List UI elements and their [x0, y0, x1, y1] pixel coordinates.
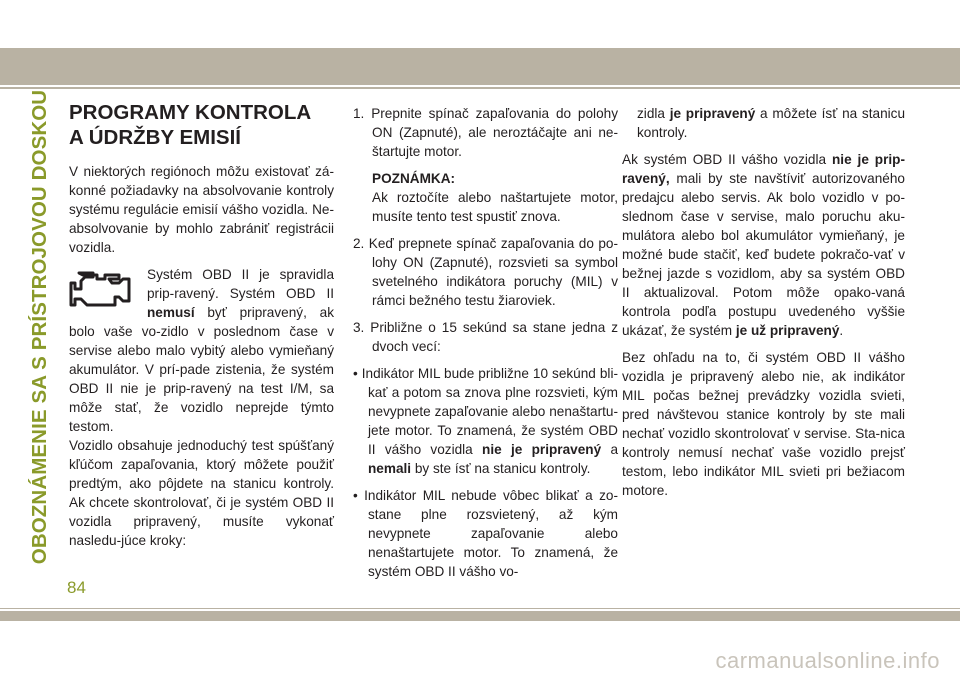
column-right: [622, 104, 905, 508]
bullet-1-text-c: a: [601, 442, 618, 457]
bullet-1-emphasis-2: nemali: [368, 461, 412, 476]
column-middle: [353, 104, 618, 589]
footer-rule: [0, 608, 960, 609]
intro-paragraph: V niektorých regiónoch môžu existovať zá-konné požiadavky na absolvovanie kontroly systému regulácie emisií vášho vozidla. Ne-absolvovanie by mohlo zabrániť registrácii vozidla.: [69, 164, 334, 255]
not-ready-text-a: Ak systém OBD II vášho vozidla: [622, 152, 832, 167]
bullet-1-emphasis-1: nie je pripravený: [482, 442, 602, 457]
not-ready-paragraph: [622, 150, 905, 340]
bullet-1: [353, 364, 618, 478]
not-ready-text-e: .: [839, 323, 844, 338]
cont-text-a: zidla: [637, 106, 670, 121]
title-line-1: PROGRAMY KONTROLA: [69, 101, 312, 124]
step-1: 1. Prepnite spínač zapaľovania do polohy ON (Zapnuté), ale neroztáčajte ani ne-štartujte motor.: [353, 106, 618, 159]
bullet-2-continuation: [622, 104, 905, 142]
bullet-1-text-e: by ste ísť na stanicu kontroly.: [411, 461, 591, 476]
cont-emphasis: je pripravený: [669, 106, 756, 121]
readiness-emphasis: nemusí: [147, 305, 195, 320]
step-2: 2. Keď prepnete spínač zapaľovania do po-lohy ON (Zapnuté), rozsvieti sa symbol svetelného indikátora poruchy (MIL) v rámci bežného testu žiaroviek.: [353, 236, 618, 308]
cont-text-c: a môžete ísť na stanicu kontroly.: [637, 106, 906, 140]
side-label-text: OBOZNÁMENIE SA S PRÍSTROJOVOU DOSKOU: [28, 89, 52, 565]
mil-on-paragraph: Bez ohľadu na to, či systém OBD II vášho vozidla je pripravený alebo nie, ak indikátor MIL počas bežnej prevádzky vozidla svieti, pred návštevou stanice kontroly by ste mali nechať vozidlo skontrolovať v servise. Sta-nica kontroly nemusí nechať vaše vozidlo prejsť testom, lebo indikátor MIL svieti pri bežiacom motore.: [622, 350, 905, 498]
not-ready-emphasis-1: nie je prip-ravený,: [622, 152, 905, 186]
engine-check-icon: [69, 267, 135, 309]
watermark: carmanualsonline.info: [715, 648, 940, 673]
bullet-1-text-a: • Indikátor MIL bude približne 10 sekúnd bli-kať a potom sa znova plne rozsvieti, kým nevypnete zapaľovanie alebo nenaštartu-jete motor. To znamená, že systém OBD II vášho vozidla: [353, 366, 618, 457]
bullet-2: • Indikátor MIL nebude vôbec blikať a zo-stane plne rozsvietený, až kým nevypnete zapaľovanie alebo nenaštartujete motor. To znamená, že systém OBD II vášho vo-: [353, 488, 618, 579]
not-ready-emphasis-2: je už pripravený: [735, 323, 840, 338]
not-ready-text-c: mali by ste navštíviť autorizovaného predajcu alebo servis. Ak bolo vozidlo v po-slednom čase v servise, malo poruchu aku-mulátora alebo bol akumulátor vymieňaný, je možné bude stačiť, keď budete pokračo-vať v bežnej jazde s vozidlom, aby sa systém OBD II aktualizoval. Potom môže opako-vaná kontrola podľa postupu uvedeného vyššie ukázať, že systém: [622, 171, 905, 338]
obd-readiness-paragraph: [69, 265, 334, 436]
column-left: [69, 100, 334, 558]
step-3: 3. Približne o 15 sekúnd sa stane jedna z dvoch vecí:: [353, 320, 618, 354]
note-title: POZNÁMKA:: [372, 171, 456, 186]
note-text: Ak roztočíte alebo naštartujete motor, musíte tento test spustiť znova.: [372, 190, 618, 224]
title-line-2: A ÚDRŽBY EMISIÍ: [69, 126, 241, 149]
header-band: [0, 48, 960, 85]
note-box: [353, 169, 618, 226]
header-rule: [0, 87, 960, 89]
section-side-label: [20, 89, 60, 565]
key-test-paragraph: Vozidlo obsahuje jednoduchý test spúšťaný kľúčom zapaľovania, ktorý môžete použiť predtým, ako pôjdete na stanicu kontroly. Ak chcete skontrolovať, či je systém OBD II vozidla pripravený, musíte vykonať nasledu-júce kroky:: [69, 438, 334, 548]
page-title: [69, 100, 334, 150]
readiness-text-a: Systém OBD II je spravidla prip-ravený. Systém OBD II: [147, 267, 334, 301]
footer-band: [0, 611, 960, 621]
readiness-text-c: byť pripravený, ak bolo vaše vo-zidlo v poslednom čase v servise alebo malo vybitý alebo vymieňaný akumulátor. V prí-pade zistenia, že systém OBD II nie je prip-ravený na test I/M, sa môže stať, že vozidlo neprejde týmto testom.: [69, 305, 334, 434]
page-number: 84: [67, 578, 86, 597]
